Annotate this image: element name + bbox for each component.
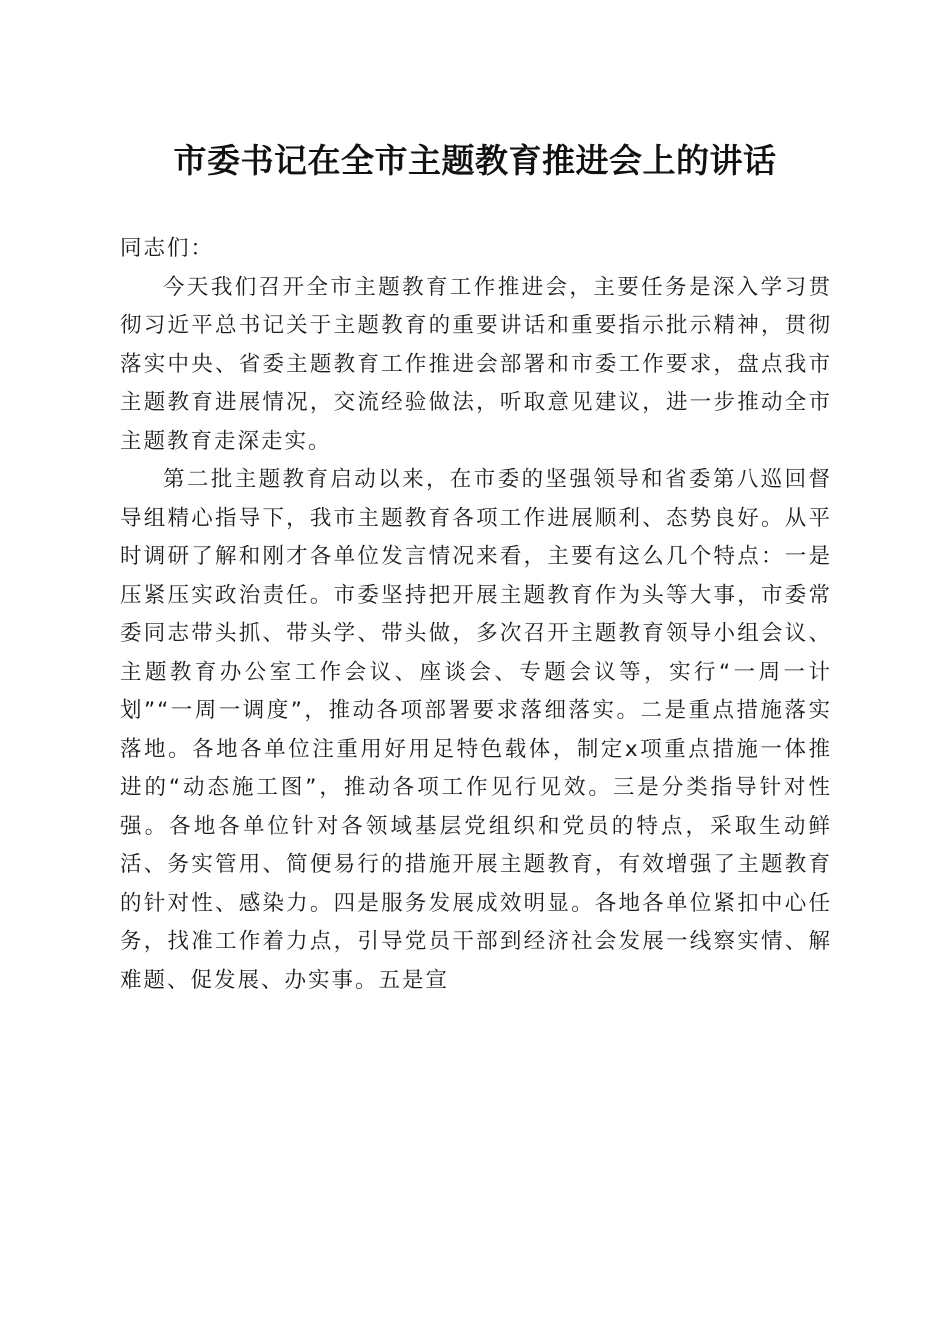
document-body [120,230,832,1000]
paragraph-2: 第二批主题教育启动以来，在市委的坚强领导和省委第八巡回督导组精心指导下，我市主题教育各项工作进展顺利、态势良好。从平时调研了解和刚才各单位发言情况来看，主要有这么几个特点：一是压紧压实政治责任。市委坚持把开展主题教育作为头等大事，市委常委同志带头抓、带头学、带头做，多次召开主题教育领导小组会议、主题教育办公室工作会议、座谈会、专题会议等，实行“一周一计划”“一周一调度”，推动各项部署要求落细落实。二是重点措施落实落地。各地各单位注重用好用足特色载体，制定x项重点措施一体推进的“动态施工图”，推动各项工作见行见效。三是分类指导针对性强。各地各单位针对各领域基层党组织和党员的特点，采取生动鲜活、务实管用、简便易行的措施开展主题教育，有效增强了主题教育的针对性、感染力。四是服务发展成效明显。各地各单位紧扣中心任务，找准工作着力点，引导党员干部到经济社会发展一线察实情、解难题、促发展、办实事。五是宣 [120,467,832,993]
paragraph-1: 今天我们召开全市主题教育工作推进会，主要任务是深入学习贯彻习近平总书记关于主题教育的重要讲话和重要指示批示精神，贯彻落实中央、省委主题教育工作推进会部署和市委工作要求，盘点我市主题教育进展情况，交流经验做法，听取意见建议，进一步推动全市主题教育走深走实。 [120,274,832,454]
salutation: 同志们： [120,236,215,261]
document-title: 市委书记在全市主题教育推进会上的讲话 [173,141,777,180]
